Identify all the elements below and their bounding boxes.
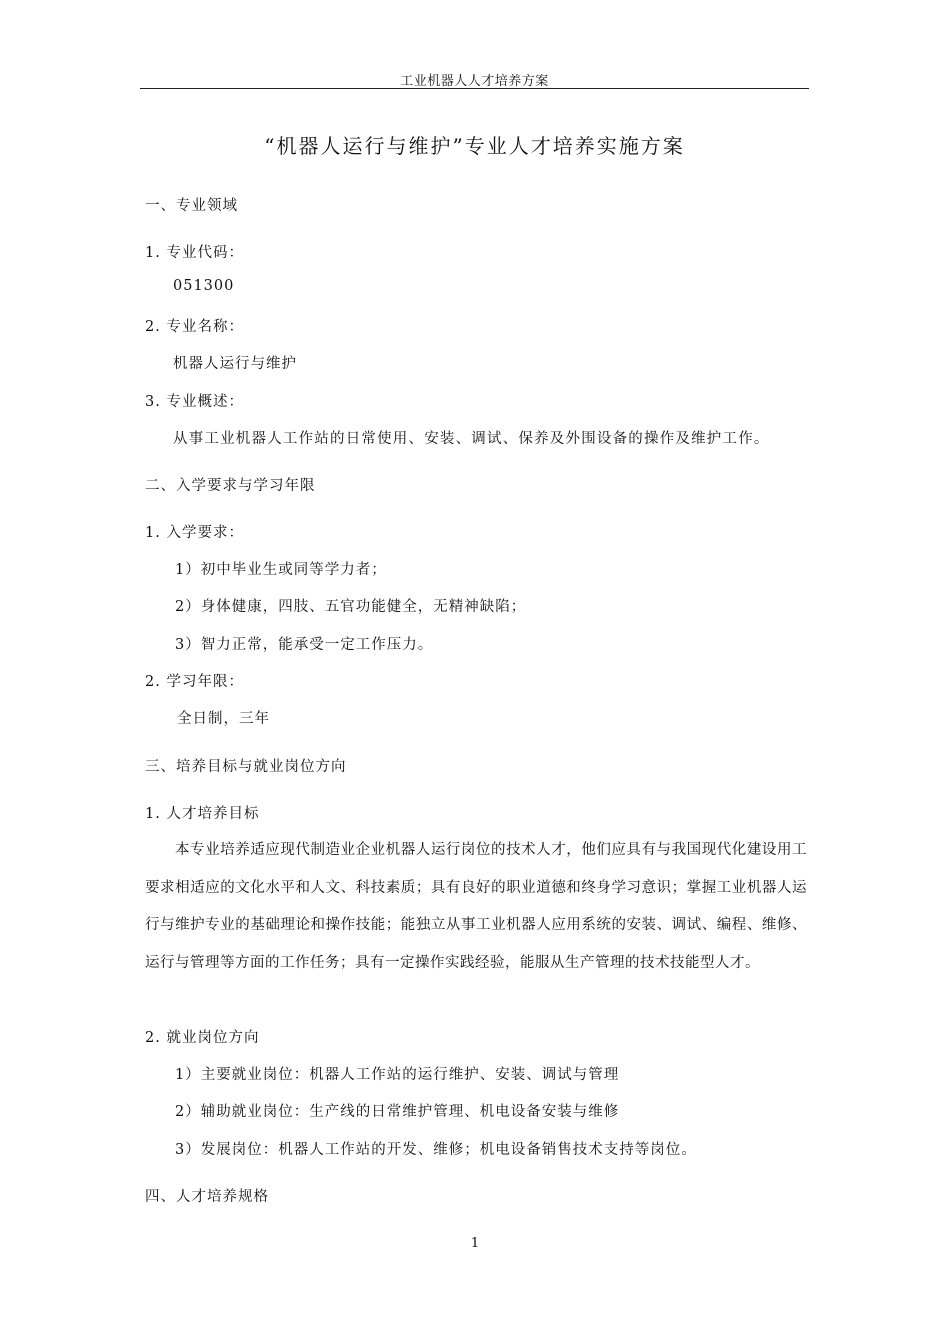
- study-years-label: 2. 学习年限：: [145, 674, 244, 690]
- admission-item: 2）身体健康，四肢、五官功能健全，无精神缺陷；: [175, 599, 527, 615]
- admission-label: 1. 入学要求：: [145, 525, 244, 541]
- admission-item: 3）智力正常，能承受一定工作压力。: [175, 637, 434, 653]
- section-heading-4: 四、人才培养规格: [145, 1189, 269, 1205]
- job-direction-label: 2. 就业岗位方向: [145, 1030, 260, 1046]
- section-heading-3: 三、培养目标与就业岗位方向: [145, 759, 347, 775]
- page-header: 工业机器人人才培养方案: [400, 74, 549, 89]
- admission-item: 1）初中毕业生或同等学力者；: [175, 562, 387, 578]
- job-item: 2）辅助就业岗位：生产线的日常维护管理、机电设备安装与维修: [175, 1104, 620, 1120]
- page-number: 1: [470, 1236, 480, 1251]
- training-goal-paragraph: 本专业培养适应现代制造业企业机器人运行岗位的技术人才，他们应具有与我国现代化建设用工要求相适应的文化水平和人文、科技素质；具有良好的职业道德和终身学习意识；掌握工业机器人运行与维护专业的基础理论和操作技能；能独立从事工业机器人应用系统的安装、调试、编程、维修、运行与管理等方面的工作任务；具有一定操作实践经验，能服从生产管理的技术技能型人才。: [145, 842, 807, 971]
- major-name-label: 2. 专业名称：: [145, 319, 244, 335]
- header-rule: [140, 88, 809, 89]
- section-heading-2: 二、入学要求与学习年限: [145, 478, 316, 494]
- major-overview-value: 从事工业机器人工作站的日常使用、安装、调试、保养及外围设备的操作及维护工作。: [173, 431, 770, 447]
- training-goal-label: 1. 人才培养目标: [145, 806, 260, 822]
- job-item: 1）主要就业岗位：机器人工作站的运行维护、安装、调试与管理: [175, 1067, 620, 1083]
- major-code-label: 1. 专业代码：: [145, 245, 244, 261]
- major-code-value: 051300: [173, 278, 235, 294]
- major-name-value: 机器人运行与维护: [173, 356, 297, 372]
- major-overview-label: 3. 专业概述：: [145, 394, 244, 410]
- job-item: 3）发展岗位：机器人工作站的开发、维修；机电设备销售技术支持等岗位。: [175, 1142, 697, 1158]
- study-years-value: 全日制，三年: [177, 711, 270, 727]
- document-title: “机器人运行与维护”专业人才培养实施方案: [264, 134, 685, 158]
- section-heading-1: 一、专业领域: [145, 198, 238, 214]
